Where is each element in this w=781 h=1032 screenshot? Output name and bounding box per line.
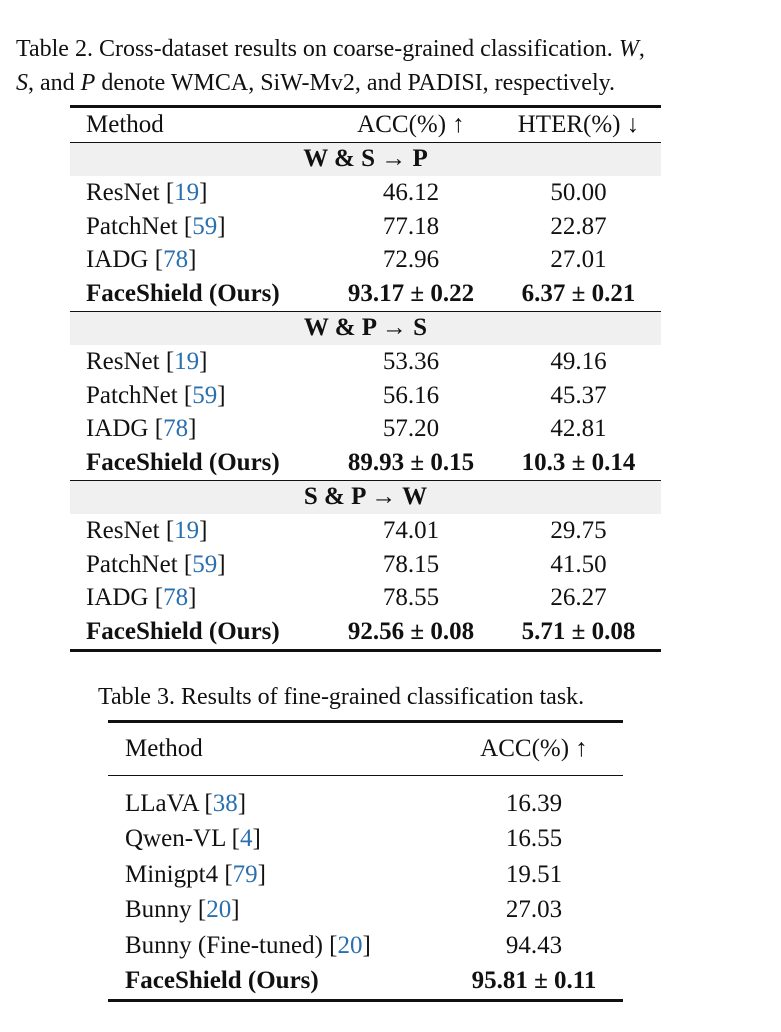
citation-close: ] bbox=[217, 550, 226, 578]
table3-header-acc: ACC(%) ↑ bbox=[445, 722, 623, 776]
acc-cell: 78.55 bbox=[382, 584, 440, 612]
acc-cell: 74.01 bbox=[382, 516, 440, 544]
citation-close: ] bbox=[188, 246, 197, 274]
citation-link: 4 bbox=[240, 825, 253, 853]
method-name: PatchNet [ bbox=[86, 212, 193, 240]
method-name: Bunny (Fine-tuned) [ bbox=[125, 931, 338, 959]
citation-close: ] bbox=[362, 931, 371, 959]
table-row bbox=[70, 379, 661, 413]
table-row bbox=[70, 446, 661, 480]
method-name: Bunny [ bbox=[125, 896, 207, 924]
method-cell bbox=[70, 412, 326, 446]
table-row bbox=[108, 928, 623, 964]
acc-cell: 93.17 ± 0.22 bbox=[347, 279, 475, 307]
hter-cell: 26.27 bbox=[550, 584, 607, 612]
method-cell bbox=[70, 243, 326, 277]
table2-body bbox=[70, 107, 661, 651]
citation-link: 79 bbox=[232, 860, 258, 888]
method-name: IADG [ bbox=[86, 415, 164, 443]
hter-cell: 49.16 bbox=[550, 347, 607, 375]
citation-close: ] bbox=[199, 347, 208, 375]
method-name: FaceShield (Ours) bbox=[86, 279, 280, 307]
method-name: IADG [ bbox=[86, 246, 164, 274]
method-cell bbox=[108, 776, 445, 822]
table-row bbox=[70, 615, 661, 650]
hter-cell: 27.01 bbox=[550, 246, 607, 274]
table3-header-method: Method bbox=[108, 722, 445, 776]
method-name: ResNet [ bbox=[86, 516, 175, 544]
table2-header-acc: ACC(%) ↑ bbox=[326, 107, 496, 143]
acc-cell: 16.39 bbox=[505, 789, 563, 817]
acc-cell: 46.12 bbox=[382, 178, 440, 206]
citation-close: ] bbox=[252, 825, 261, 853]
table2-header-method: Method bbox=[70, 107, 326, 143]
table2-group-header bbox=[70, 311, 661, 345]
citation-link: 38 bbox=[212, 789, 238, 817]
table2-header-row bbox=[70, 107, 661, 143]
acc-cell: 53.36 bbox=[382, 347, 440, 375]
acc-cell: 89.93 ± 0.15 bbox=[347, 448, 475, 476]
method-cell bbox=[70, 581, 326, 615]
citation-close: ] bbox=[257, 860, 266, 888]
acc-cell: 94.43 bbox=[505, 931, 563, 959]
table-row bbox=[70, 210, 661, 244]
method-cell bbox=[70, 210, 326, 244]
table3-header-row bbox=[108, 722, 623, 776]
table-row bbox=[70, 243, 661, 277]
acc-cell: 57.20 bbox=[382, 415, 440, 443]
hter-cell: 41.50 bbox=[550, 550, 607, 578]
citation-close: ] bbox=[217, 212, 226, 240]
method-cell bbox=[108, 822, 445, 858]
table3 bbox=[108, 720, 623, 1002]
method-name: Qwen-VL [ bbox=[125, 825, 241, 853]
method-cell bbox=[70, 379, 326, 413]
acc-cell: 16.55 bbox=[505, 825, 563, 853]
table-row bbox=[70, 548, 661, 582]
citation-link: 59 bbox=[192, 212, 218, 240]
method-cell bbox=[108, 893, 445, 929]
table2 bbox=[70, 105, 661, 652]
acc-cell: 56.16 bbox=[382, 381, 440, 409]
citation-close: ] bbox=[188, 584, 197, 612]
citation-close: ] bbox=[237, 789, 247, 817]
citation-link: 19 bbox=[174, 178, 200, 206]
table2-caption: Table 2. Cross-dataset results on coarse-grained classification. W, S, and P denote WMCA, SiW-Mv2, and PADISI, respectively. bbox=[16, 36, 645, 96]
citation-link: 19 bbox=[174, 516, 200, 544]
method-name: ResNet [ bbox=[86, 178, 175, 206]
citation-close: ] bbox=[217, 381, 226, 409]
hter-cell: 10.3 ± 0.14 bbox=[521, 448, 636, 476]
method-cell bbox=[108, 964, 445, 1001]
acc-cell: 19.51 bbox=[505, 860, 563, 888]
citation-link: 78 bbox=[163, 584, 189, 612]
method-name: IADG [ bbox=[86, 584, 164, 612]
method-name: FaceShield (Ours) bbox=[86, 617, 280, 645]
acc-cell: 92.56 ± 0.08 bbox=[347, 617, 475, 645]
method-name: PatchNet [ bbox=[86, 550, 193, 578]
table3-body bbox=[108, 722, 623, 1001]
citation-close: ] bbox=[199, 178, 208, 206]
method-cell bbox=[70, 615, 326, 650]
acc-cell: 77.18 bbox=[382, 212, 440, 240]
method-cell bbox=[70, 176, 326, 210]
hter-cell: 29.75 bbox=[550, 516, 607, 544]
group-title: S & P → W bbox=[70, 480, 661, 514]
hter-cell: 45.37 bbox=[550, 381, 607, 409]
acc-cell: 95.81 ± 0.11 bbox=[471, 967, 597, 995]
method-name: FaceShield (Ours) bbox=[125, 967, 319, 995]
table-row bbox=[108, 964, 623, 1001]
method-cell bbox=[70, 277, 326, 311]
group-title: W & P → S bbox=[70, 311, 661, 345]
hter-cell: 22.87 bbox=[550, 212, 607, 240]
method-cell bbox=[70, 548, 326, 582]
table-row bbox=[70, 345, 661, 379]
table-row bbox=[70, 277, 661, 311]
table2-caption-label: Table 2. bbox=[16, 36, 93, 62]
table-row bbox=[70, 412, 661, 446]
table-row bbox=[108, 893, 623, 929]
table2-group-header bbox=[70, 142, 661, 176]
hter-cell: 5.71 ± 0.08 bbox=[521, 617, 636, 645]
method-name: FaceShield (Ours) bbox=[86, 448, 280, 476]
citation-link: 59 bbox=[192, 550, 218, 578]
method-cell bbox=[70, 345, 326, 379]
hter-cell: 42.81 bbox=[550, 415, 607, 443]
table2-group-header bbox=[70, 480, 661, 514]
hter-cell: 6.37 ± 0.21 bbox=[521, 279, 636, 307]
acc-cell: 72.96 bbox=[382, 246, 440, 274]
table3-caption: Table 3. Results of fine-grained classification task. bbox=[98, 684, 585, 710]
method-cell bbox=[108, 857, 445, 893]
hter-cell: 50.00 bbox=[550, 178, 607, 206]
citation-link: 20 bbox=[337, 931, 363, 959]
citation-close: ] bbox=[188, 415, 197, 443]
method-cell bbox=[70, 446, 326, 480]
citation-link: 78 bbox=[163, 246, 189, 274]
citation-link: 20 bbox=[206, 896, 232, 924]
table-row bbox=[108, 776, 623, 822]
citation-link: 78 bbox=[163, 415, 189, 443]
table-row bbox=[108, 822, 623, 858]
method-name: PatchNet [ bbox=[86, 381, 193, 409]
table-row bbox=[70, 514, 661, 548]
method-cell bbox=[70, 514, 326, 548]
table-row bbox=[70, 581, 661, 615]
method-name: LLaVA [ bbox=[125, 789, 213, 817]
table-row bbox=[108, 857, 623, 893]
acc-cell: 78.15 bbox=[382, 550, 440, 578]
method-name: Minigpt4 [ bbox=[125, 860, 233, 888]
citation-close: ] bbox=[231, 896, 240, 924]
table2-header-hter: HTER(%) ↓ bbox=[496, 107, 661, 143]
group-title: W & S → P bbox=[70, 142, 661, 176]
method-name: ResNet [ bbox=[86, 347, 175, 375]
acc-cell: 27.03 bbox=[505, 896, 563, 924]
citation-link: 59 bbox=[192, 381, 218, 409]
citation-link: 19 bbox=[174, 347, 200, 375]
citation-close: ] bbox=[199, 516, 208, 544]
method-cell bbox=[108, 928, 445, 964]
table-row bbox=[70, 176, 661, 210]
